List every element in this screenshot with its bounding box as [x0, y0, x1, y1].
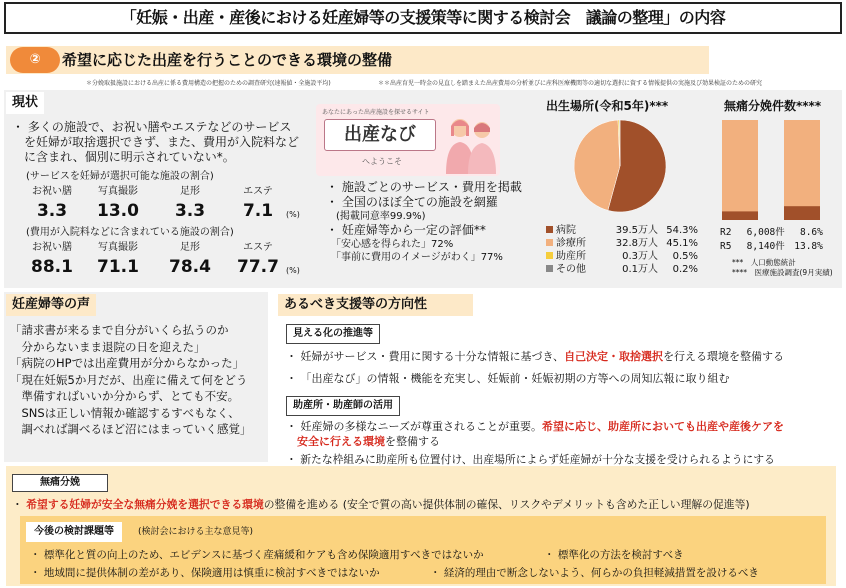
feature-sub: 「安心感を得られた」72% [326, 239, 454, 250]
legend-row [546, 250, 698, 263]
visibility-item: ・ 「出産なび」の情報・機能を充実し、妊娠前・妊娠初期の方等への周知広報に取り組む [286, 372, 730, 385]
legend-pct: 0.5% [672, 251, 698, 262]
voice-line: 「現在妊娠5か月だが、出産に備えて何をどう [10, 372, 248, 387]
text-part: を行える環境を整備する [663, 350, 785, 363]
legend-pct: 0.2% [672, 264, 698, 275]
note-left: ＊分娩取扱施設における出産に係る費用構造の把握のための調査研究(速報値・全施設平均) [86, 80, 331, 87]
birthplace-pie-chart [572, 118, 668, 214]
t1-label: エステ [243, 186, 273, 197]
feature-sub: 「事前に費用のイメージがわく」77% [326, 252, 503, 263]
banner-title: 出産なび [324, 119, 436, 151]
legend-name: 病院 [556, 225, 576, 236]
features-list [326, 180, 522, 264]
legend-swatch [546, 226, 553, 233]
t1-label: 写真撮影 [98, 186, 138, 197]
visibility-item [286, 350, 784, 364]
t2-label: 足形 [180, 242, 200, 253]
midwife-item [286, 420, 784, 434]
current-header: 現状 [6, 92, 44, 114]
legend-pct: 45.1% [666, 238, 698, 249]
pie-title: 出生場所(令和5年)*** [546, 99, 669, 113]
table2-caption: (費用が入院料などに含まれている施設の割合) [26, 227, 234, 238]
voices-list [10, 322, 252, 438]
midwife-item: ・ 新たな枠組みに助産所も位置付け、出産場所によらず妊産婦が十分な支援を受けられるようにする [286, 453, 775, 466]
text-part: ・ 妊産婦の多様なニーズが尊重されることが重要。 [286, 420, 542, 433]
midwife-item-cont [286, 435, 440, 449]
t1-value: 3.3 [36, 201, 68, 221]
feature-item: ・ 妊産婦等から一定の評価** [326, 223, 486, 237]
t2-value: 71.1 [97, 257, 139, 277]
t1-label: お祝い膳 [32, 186, 72, 197]
legend-pct: 54.3% [666, 225, 698, 236]
t2-value: 77.7 [237, 257, 279, 277]
bar-painless-R5 [784, 206, 820, 220]
feature-item: ・ 全国のほぼ全ての施設を網羅 [326, 195, 498, 209]
direction-header: あるべき支援等の方向性 [278, 294, 473, 316]
t1-label: 足形 [180, 186, 200, 197]
text-part: を整備する [385, 435, 440, 448]
legend-count: 0.1万人 [622, 264, 658, 275]
voice-line: 調べれば調べるほど沼にはまっていく感覚」 [10, 422, 252, 436]
legend-row [546, 263, 698, 276]
t1-unit: (%) [286, 210, 300, 219]
t2-label: エステ [243, 242, 273, 253]
current-line: を妊婦が取捨選択できず、また、費用が入院料など [12, 135, 300, 149]
legend-swatch [546, 265, 553, 272]
banner-subtitle: あなたにあった出産施設を探せるサイト [322, 109, 430, 116]
bar-total-R2 [722, 120, 758, 220]
feature-item: ・ 施設ごとのサービス・費用を掲載 [326, 180, 522, 194]
painless-item [12, 498, 750, 512]
t2-unit: (%) [286, 266, 300, 275]
voice-line: 準備すればいいか分からず、とても不安。 [10, 389, 240, 403]
voice-line: 分からないまま退院の日を迎えた」 [10, 339, 206, 354]
painless-delivery-bar-chart [716, 118, 826, 222]
note-right: ＊＊出産育児一時金の見直しを踏まえた出産費用の分析並びに産科医療機関等の適切な選択に資する情報提供の実施及び効果検証のための研究 [378, 80, 763, 87]
current-line: ・ 多くの施設で、お祝い膳やエステなどのサービス [12, 120, 292, 134]
issues-title: 今後の検討課題等 [34, 526, 114, 537]
table1-caption: (サービスを妊婦が選択可能な施設の割合) [26, 171, 214, 182]
pie-legend [546, 224, 698, 276]
bars-row: R2 6,008件 8.6% [720, 227, 823, 238]
page-title: 「妊娠・出産・産後における妊産婦等の支援策等に関する検討会 議論の整理」の内容 [4, 2, 842, 34]
couple-illustration-icon [442, 110, 498, 174]
t1-value: 13.0 [97, 201, 139, 221]
section-title: 希望に応じた出産を行うことのできる環境の整備 [62, 51, 393, 69]
voice-line: SNSは正しい情報か確認するすべもなく、 [10, 405, 240, 420]
bar-painless-R2 [722, 211, 758, 220]
highlight-text: 希望する妊婦が安全な無痛分娩を選択できる環境 [26, 498, 264, 511]
bar-total-R5 [784, 120, 820, 220]
t2-label: お祝い膳 [32, 242, 72, 253]
current-line: に含まれ、個別に明示されていない*。 [12, 150, 235, 164]
legend-count: 39.5万人 [615, 225, 658, 236]
shussan-navi-banner [316, 104, 500, 176]
text-part: ・ 妊婦がサービス・費用に関する十分な情報に基づき、 [286, 350, 565, 363]
t2-value: 88.1 [31, 257, 73, 277]
legend-row [546, 224, 698, 237]
highlight-text: 希望に応じ、助産所においても出産や産後ケアを [541, 420, 784, 433]
issues-header-note: (検討会における主な意見等) [138, 527, 254, 537]
bars-title: 無痛分娩件数**** [724, 99, 822, 113]
voices-header: 妊産婦等の声 [6, 294, 96, 316]
bars-source-1: *** 人口動態統計 [732, 258, 796, 267]
issue-item: ・ 標準化と質の向上のため、エビデンスに基づく産痛緩和ケアも含め保険適用すべきではないか [30, 549, 484, 561]
issue-item: ・ 地域間に提供体制の差があり、保険適用は慎重に検討すべきではないか [30, 567, 380, 579]
bars-source-2: **** 医療施設調査(9月実績) [732, 268, 833, 277]
highlight-text: 自己決定・取捨選択 [564, 350, 664, 363]
painless-header: 無痛分娩 [12, 474, 108, 492]
voice-line: 「請求書が来るまで自分がいくら払うのか [10, 323, 229, 337]
bars-row: R5 8,140件 13.8% [720, 241, 823, 252]
visibility-header: 見える化の推進等 [286, 324, 380, 344]
legend-count: 32.8万人 [615, 238, 658, 249]
t1-value: 7.1 [242, 201, 274, 221]
feature-sub: (掲載同意率99.9%) [326, 211, 426, 222]
issue-item: ・ 標準化の方法を検討すべき [544, 549, 684, 561]
banner-welcome: へようこそ [362, 157, 402, 166]
midwife-header: 助産所・助産師の活用 [286, 396, 400, 416]
legend-row [546, 237, 698, 250]
issues-header [26, 522, 122, 542]
t2-value: 78.4 [169, 257, 211, 277]
issue-item: ・ 経済的理由で断念しないよう、何らかの負担軽減措置を設けるべき [430, 567, 759, 579]
text-part: ・ [12, 498, 27, 511]
text-part: の整備を進める (安全で質の高い提供体制の確保、リスクやデメリットも含めた正しい理解の促進等) [263, 498, 750, 511]
t2-label: 写真撮影 [98, 242, 138, 253]
legend-name: その他 [556, 264, 586, 275]
legend-name: 診療所 [556, 238, 586, 249]
t1-value: 3.3 [174, 201, 206, 221]
voice-line: 「病院のHPでは出産費用が分からなかった」 [10, 356, 245, 370]
legend-swatch [546, 239, 553, 246]
current-bullet [12, 120, 299, 165]
legend-count: 0.3万人 [622, 251, 658, 262]
legend-swatch [546, 252, 553, 259]
section-number: ② [10, 47, 60, 73]
highlight-text: 安全に行える環境 [297, 435, 385, 448]
legend-name: 助産所 [556, 251, 586, 262]
